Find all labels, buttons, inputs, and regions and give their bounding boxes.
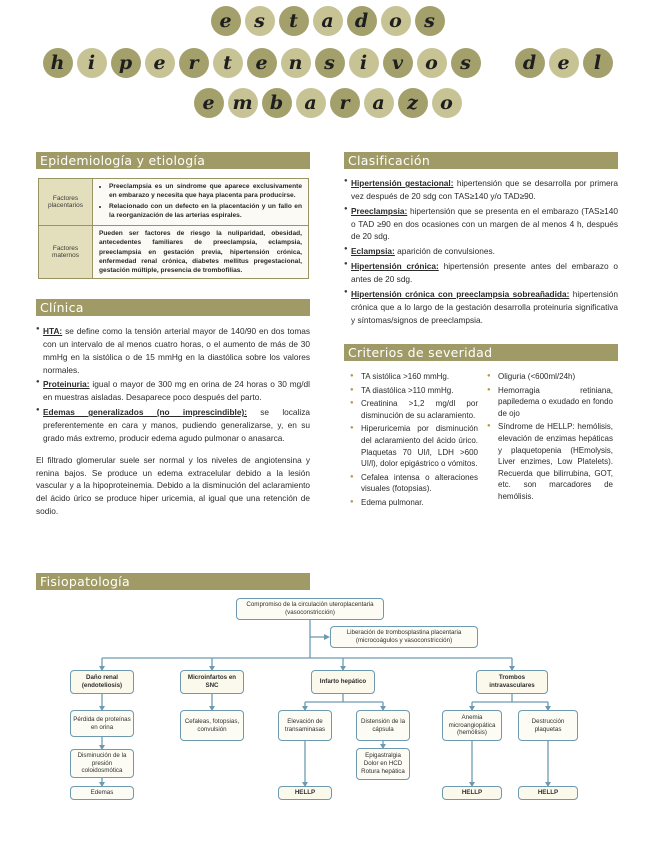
node-hellp: HELLP [518, 786, 578, 800]
title-letter-bubble: o [381, 6, 411, 36]
title-letter-bubble: s [415, 6, 445, 36]
node-distension-capsula: Distensión de la cápsula [356, 710, 410, 741]
title-letter-bubble: a [296, 88, 326, 118]
title-letter-bubble: e [549, 48, 579, 78]
clasif-item: ● Hipertensión gestacional: hipertensión que se desarrolla por primera vez después de 20 sdg con TAS≥140 y/o TAD≥90. [344, 177, 618, 203]
criterio-item: ● Edema pulmonar. [350, 497, 478, 509]
criterio-item: ● TA sistólica >160 mmHg. [350, 371, 478, 383]
node-anemia: Anemia microangiopática (hemólisis) [442, 710, 502, 741]
title-letter-bubble: e [247, 48, 277, 78]
title-letter-bubble: i [349, 48, 379, 78]
clasif-item: ● Hipertensión crónica: hipertensión presente antes del embarazo o antes de 20 sdg. [344, 260, 618, 286]
node-perdida-proteinas: Pérdida de proteínas en orina [70, 710, 134, 737]
criterio-item: ● Cefalea intensa o alteraciones visuales (fotopsias). [350, 472, 478, 495]
node-infarto-hepatico: Infarto hepático [311, 670, 375, 694]
clasif-item: ● Preeclampsia: hipertensión que se presenta en el embarazo (TAS≥140 o TAD ≥90 en dos ocasiones con un margen de al menos 4 h, después de 20 sdg. [344, 205, 618, 244]
criterio-item: ● Hemorragia retiniana, papiledema o exudado en fondo de ojo [487, 385, 613, 420]
node-sintomas-snc: Cefaleas, fotopsias, convulsión [180, 710, 244, 741]
node-dano-renal: Daño renal (endoteliosis) [70, 670, 134, 694]
title-letter-bubble: s [245, 6, 275, 36]
section-header-epidemiologia: Epidemiología y etiología [36, 152, 310, 169]
title-letter-bubble: n [281, 48, 311, 78]
node-microinfartos: Microinfartos en SNC [180, 670, 244, 694]
section-header-clasificacion: Clasificación [344, 152, 618, 169]
node-destruccion-plaquetas: Destrucción plaquetas [518, 710, 578, 741]
criterio-item: ● Oliguria (<600ml/24h) [487, 371, 613, 383]
node-hellp: HELLP [442, 786, 502, 800]
section-header-fisiopatologia: Fisiopatología [36, 573, 310, 590]
epi-label-maternos: Factores maternos [39, 226, 93, 277]
criterio-item: ● Hiperuricemia por disminución del aclaramiento del ácido úrico. Plaquetas 70 UI/l, LDH >600 UI/l), dolor epigástrico o vómitos. [350, 423, 478, 469]
title-letter-bubble: e [211, 6, 241, 36]
criterio-item: ● Creatinina >1,2 mg/dl por disminución de su aclaramiento. [350, 398, 478, 421]
title-letter-bubble: h [43, 48, 73, 78]
node-release: Liberación de trombosplastina placentaria (microcoágulos y vasoconstricción) [330, 626, 478, 648]
node-epigastralgia: Epigastralgia Dolor en HCD Rotura hepática [356, 748, 410, 780]
epi-label-placentarios: Factores placentarios [39, 179, 93, 225]
title-letter-bubble: m [228, 88, 258, 118]
section-header-clinica: Clínica [36, 299, 310, 316]
title-letter-bubble: o [417, 48, 447, 78]
title-letter-bubble: e [145, 48, 175, 78]
node-hellp: HELLP [278, 786, 332, 800]
title-letter-bubble: a [313, 6, 343, 36]
clinica-item-hta: ● HTA: se define como la tensión arterial mayor de 140/90 en dos tomas con un intervalo de al menos cuatro horas, o el aumento de más de 30 mmHg en la sistólica o de 15 mmHg en la diastólica sobre los valores normales. [36, 325, 310, 376]
title-letter-bubble: b [262, 88, 292, 118]
title-letter-bubble: a [364, 88, 394, 118]
title-letter-bubble: s [451, 48, 481, 78]
title-letter-bubble: v [383, 48, 413, 78]
node-edemas: Edemas [70, 786, 134, 800]
node-root: Compromiso de la circulación uteroplacentaria (vasoconstricción) [236, 598, 384, 620]
criterio-item: ● Síndrome de HELLP: hemólisis, elevación de enzimas hepáticas y plaquetopenia (HEmolysis, Liver enzimes, Low Platelets). Recuerda que bilirrubina, GOT, etc. son marcadores de hemólisis. [487, 421, 613, 502]
node-elevacion-transaminasas: Elevación de transaminasas [278, 710, 332, 741]
title-letter-bubble: d [515, 48, 545, 78]
epi-text: Pueden ser factores de riesgo la nuliparidad, obesidad, antecedentes familiares de preeclampsia, eclampsia, preeclampsia en gestación previa, hipertensión crónica, enfermedad renal crónica, diabetes mellitus pregestacional, gestación múltiple, presencia de trombofilias. [99, 230, 302, 274]
title-letter-bubble: s [315, 48, 345, 78]
title-letter-bubble: l [583, 48, 613, 78]
node-trombos: Trombos intravasculares [476, 670, 548, 694]
epi-item: • Preeclampsia es un síndrome que aparece exclusivamente en embarazo y necesita que haya placenta para producirse. [109, 182, 302, 200]
clasif-item: ● Eclampsia: aparición de convulsiones. [344, 245, 618, 258]
title-letter-bubble: t [213, 48, 243, 78]
title-letter-bubble: p [111, 48, 141, 78]
section-header-criterios: Criterios de severidad [344, 344, 618, 361]
title-letter-bubble: z [398, 88, 428, 118]
clinica-item-proteinuria: ● Proteinuria: igual o mayor de 300 mg en orina de 24 horas o 30 mg/dl en muestras aisladas. Desaparece poco después del parto. [36, 378, 310, 404]
node-disminucion-presion: Disminución de la presión coloidosmótica [70, 749, 134, 778]
criterio-item: ● TA diastólica >110 mmHg. [350, 385, 478, 397]
title-letter-bubble: r [179, 48, 209, 78]
title-letter-bubble: d [347, 6, 377, 36]
clasif-item: ● Hipertensión crónica con preeclampsia sobreañadida: hipertensión crónica que a lo largo de la gestación desarrolla proteinuria significativa y síntomas/signos de preeclampsia. [344, 288, 618, 327]
title-letter-bubble: i [77, 48, 107, 78]
title-letter-bubble: t [279, 6, 309, 36]
clinica-item-edemas: ● Edemas generalizados (no imprescindible): se localiza preferentemente en cara y manos, pudiendo generalizarse, y, en su grado más extremo, producir edema agudo pulmonar o anasarca. [36, 406, 310, 445]
clinica-paragraph: El filtrado glomerular suele ser normal y los niveles de angiotensina y renina bajos. Se produce un edema extracelular debido a la lesión vascular y a la hipoproteinemia. Debido a la disminución del aclaramiento del ácido úrico se produce hiper uricemia, al igual que una retención de sodio. [36, 454, 310, 517]
title-letter-bubble: o [432, 88, 462, 118]
title-letter-bubble: e [194, 88, 224, 118]
title-letter-bubble: r [330, 88, 360, 118]
epi-item: • Relacionado con un defecto en la placentación y un fallo en la reorganización de las arterias espirales. [109, 202, 302, 220]
